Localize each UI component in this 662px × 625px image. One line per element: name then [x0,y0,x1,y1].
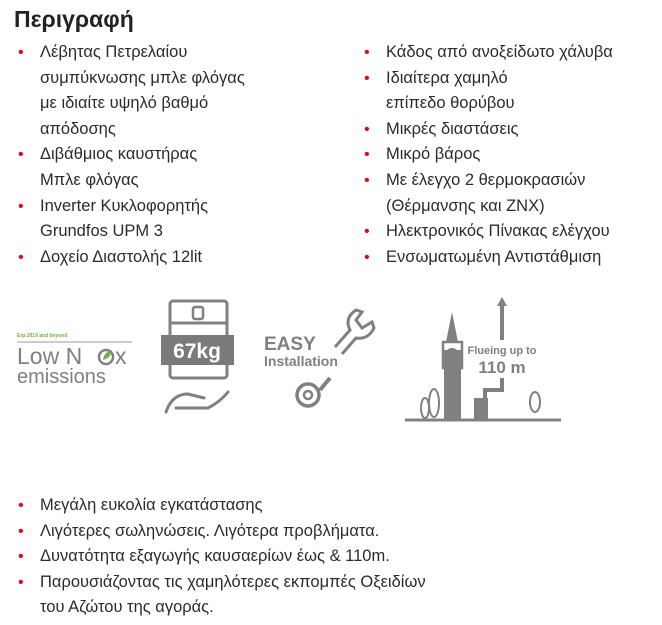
list-item-text: επίπεδο θορύβου [386,94,515,113]
list-item [18,194,338,245]
bullet-icon: • [364,223,370,241]
list-item-text: απόδοσης [40,119,116,138]
weight-icon [161,301,234,412]
list-item-text: Με έλεγχο 2 θερμοκρασιών [386,170,586,189]
list-item-text: Λιγότερες σωληνώσεις. Λιγότερα προβλήματα. [40,521,380,540]
features-right-list [364,40,662,270]
list-item-text: Ενσωματωμένη Αντιστάθμιση [386,247,602,266]
lownox-tag: Erp 2019 and beyond [17,333,68,339]
bullet-icon: • [18,522,24,540]
leaf-icon [103,350,112,360]
list-item-text: Διβάθμιος καυστήρας [40,145,198,164]
hand-icon [166,392,228,412]
list-item-text: συμπύκνωσης μπλε φλόγας [40,68,245,87]
list-item [18,142,338,193]
list-item [18,544,618,570]
flueing-icon [405,297,561,420]
bullet-icon: • [364,69,370,87]
bullet-icon: • [364,248,370,266]
list-item-text: Ηλεκτρονικός Πίνακας ελέγχου [386,222,610,241]
list-item-text: Ιδιαίτερα χαμηλό [386,68,508,87]
list-item-text: Grundfos UPM 3 [40,222,163,241]
list-item-text: Μικρές διαστάσεις [386,119,519,138]
low-nox-logo [17,333,132,388]
bullet-icon: • [364,171,370,189]
bullet-icon: • [18,497,24,514]
lownox-text: Low N [17,343,83,369]
list-item-text: του Αζώτου της αγοράς. [40,598,214,617]
list-item [18,40,338,142]
svg-text:110 m: 110 m [478,358,526,377]
list-item-text: Κάδος από ανοξείδωτο χάλυβα [386,43,613,61]
list-item [364,66,662,117]
list-item [18,493,618,519]
lownox-emissions: emissions [17,366,106,388]
list-item [364,245,662,271]
list-item [364,117,662,143]
list-item-text: Μπλε φλόγας [40,170,139,189]
tree-icon [530,392,540,412]
bullet-icon: • [18,248,24,266]
feature-icons [0,290,662,430]
list-item [364,142,662,168]
list-item-text: με ιδιαίτε υψηλό βαθμό [40,94,209,113]
list-item-text: Λέβητας Πετρελαίου [40,43,188,61]
list-item [18,570,618,621]
bullet-icon: • [364,146,370,164]
bullet-icon: • [364,120,370,138]
list-item-text: Δοχείο Διαστολής 12lit [40,247,203,266]
bullet-icon: • [18,44,24,61]
list-item [364,40,662,66]
features-bottom-list [18,493,618,621]
bullet-icon: • [18,548,24,566]
list-item-text: Inverter Κυκλοφορητής [40,196,209,215]
list-item [364,219,662,245]
list-item-text: Δυνατότητα εξαγωγής καυσαερίων έως & 110m. [40,547,390,566]
svg-text:Installation: Installation [264,353,338,369]
list-item [18,245,338,271]
features-left-list [18,40,338,270]
bullet-icon: • [364,44,370,61]
weight-value: 67kg [173,340,221,363]
list-item [364,168,662,219]
svg-text:EASY: EASY [264,334,316,355]
list-item-text: (Θέρμανσης και ZNX) [386,196,545,215]
list-item-text: Μικρό βάρος [386,145,481,164]
list-item [18,519,618,545]
bullet-icon: • [18,197,24,215]
easy-installation-icon [264,310,374,406]
list-item-text: Παρουσιάζοντας τις χαμηλότερες εκπομπές Οξειδίων [40,572,426,591]
bullet-icon: • [18,146,24,164]
section-title: Περιγραφή [14,6,134,32]
wrench-icon [335,310,374,354]
bullet-icon: • [18,573,24,591]
svg-text:x: x [115,343,127,369]
svg-text:Flueing up to: Flueing up to [467,345,537,357]
list-item-text: Μεγάλη ευκολία εγκατάστασης [40,496,263,514]
